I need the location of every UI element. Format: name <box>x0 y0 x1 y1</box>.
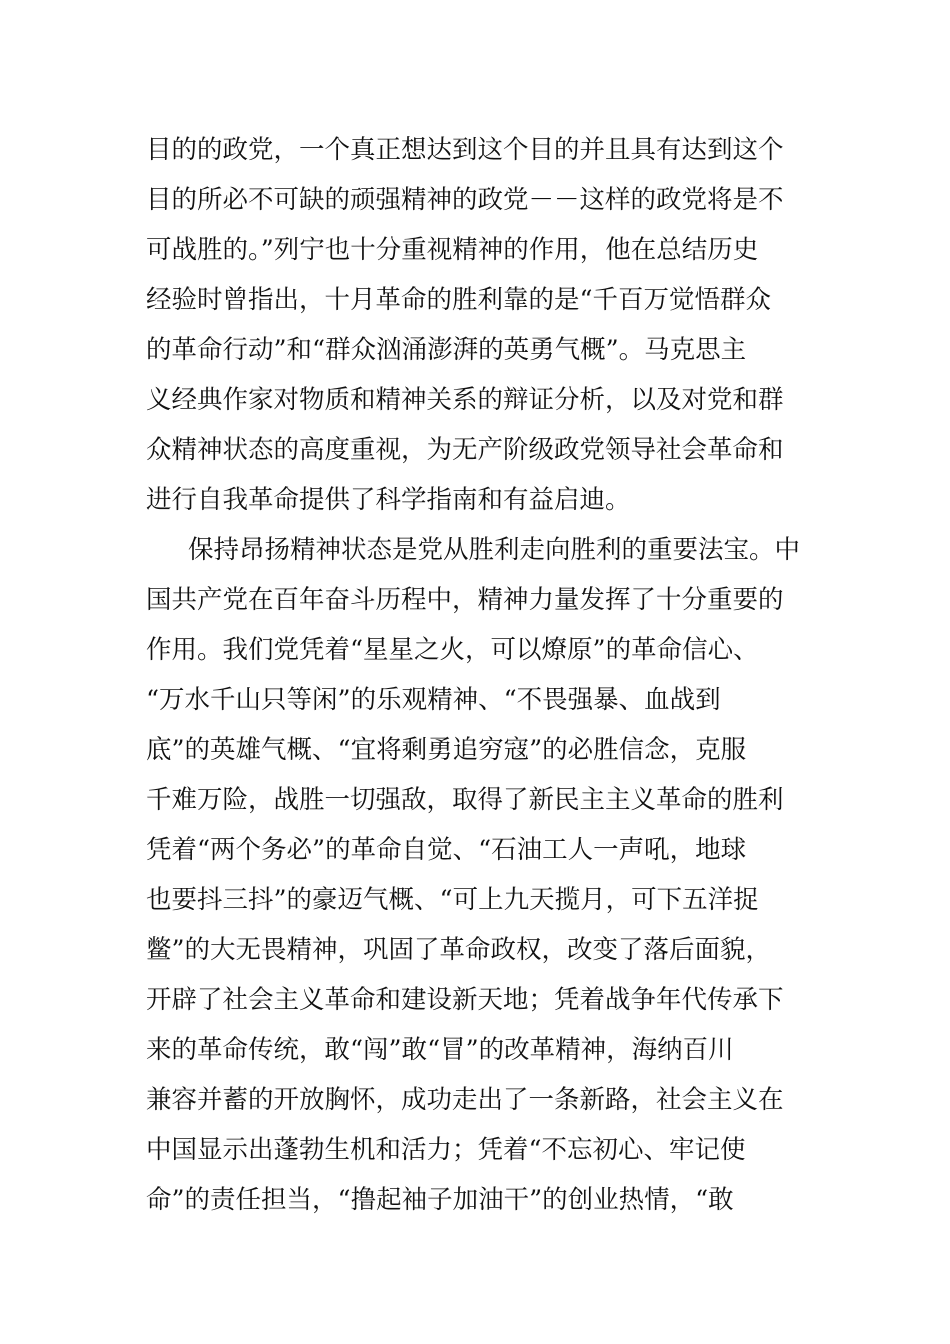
text-line: 经验时曾指出，十月革命的胜利靠的是“千百万觉悟群众 <box>146 285 772 315</box>
text-line: 的革命行动”和“群众汹涌澎湃的英勇气概”。马克思主 <box>146 335 747 365</box>
text-line: 作用。我们党凭着“星星之火，可以燎原”的革命信心、 <box>146 635 759 665</box>
paragraph-start-line: 保持昂扬精神状态是党从胜利走向胜利的重要法宝。中 <box>188 535 801 565</box>
text-line: 开辟了社会主义革命和建设新天地；凭着战争年代传承下 <box>146 985 784 1015</box>
text-line: 众精神状态的高度重视，为无产阶级政党领导社会革命和 <box>146 435 784 465</box>
text-line: “万水千山只等闲”的乐观精神、“不畏强暴、血战到 <box>146 685 721 715</box>
text-line: 鳖”的大无畏精神，巩固了革命政权，改变了落后面貌， <box>146 935 772 965</box>
text-line: 凭着“两个务必”的革命自觉、“石油工人一声吼，地球 <box>146 835 747 865</box>
text-line: 中国显示出蓬勃生机和活力；凭着“不忘初心、牢记使 <box>146 1135 746 1165</box>
text-line: 命”的责任担当，“撸起袖子加油干”的创业热情，“敢 <box>146 1185 734 1215</box>
text-line: 目的所必不可缺的顽强精神的政党－－这样的政党将是不 <box>146 185 784 215</box>
text-line: 可战胜的。”列宁也十分重视精神的作用，他在总结历史 <box>146 235 759 265</box>
text-line: 来的革命传统，敢“闯”敢“冒”的改革精神，海纳百川 <box>146 1035 734 1065</box>
text-line: 义经典作家对物质和精神关系的辩证分析，以及对党和群 <box>146 385 784 415</box>
text-line: 兼容并蓄的开放胸怀，成功走出了一条新路，社会主义在 <box>146 1085 784 1115</box>
text-line: 千难万险，战胜一切强敌，取得了新民主主义革命的胜利 <box>146 785 784 815</box>
text-line: 国共产党在百年奋斗历程中，精神力量发挥了十分重要的 <box>146 585 784 615</box>
text-line: 底”的英雄气概、“宜将剩勇追穷寇”的必胜信念，克服 <box>146 735 747 765</box>
text-line: 进行自我革命提供了科学指南和有益启迪。 <box>146 485 631 515</box>
text-line: 也要抖三抖”的豪迈气概、“可上九天揽月，可下五洋捉 <box>146 885 759 915</box>
text-line: 目的的政党，一个真正想达到这个目的并且具有达到这个 <box>146 135 784 165</box>
